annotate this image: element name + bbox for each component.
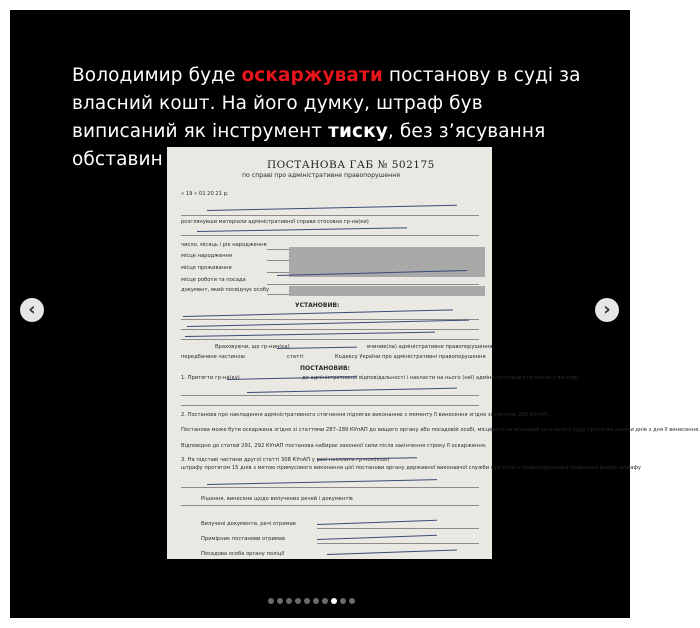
carousel-dot[interactable] (313, 598, 319, 604)
handwriting-stroke (277, 347, 357, 349)
chevron-right-icon: › (603, 299, 611, 320)
handwriting-stroke (183, 309, 453, 317)
carousel-dot[interactable] (322, 598, 328, 604)
caption-part-2: постанову в суді за власний кошт. На його думку, штраф був виписаний як інструмент (72, 65, 581, 142)
document-subtitle: по справі про адміністративне правопорушення (242, 172, 400, 179)
document-date: « 19 » 01 20 21 р. (181, 191, 229, 197)
carousel-prev-button[interactable] (20, 298, 44, 322)
label-decision: Рішення, винесене щодо вилучених речей і документів (201, 496, 353, 502)
label-received: Примірник постанови отримав (201, 536, 286, 542)
label-code: Кодексу України про адміністративні правопорушення (335, 354, 486, 360)
redaction-block (289, 286, 485, 296)
item-2: 2. Постанова про накладення адміністративного стягнення підлягає виконанню з моменту її винесення згідно зі статтею 299 КУпАП. (181, 412, 549, 418)
carousel-dot[interactable] (295, 598, 301, 604)
carousel-dot[interactable] (331, 598, 337, 604)
handwriting-stroke (187, 320, 469, 327)
handwriting-stroke (247, 388, 457, 393)
label-article: статті (287, 354, 304, 360)
document-photo (167, 147, 700, 559)
label-id-doc: документ, який посвідчує особу (181, 287, 270, 293)
label-seized: Вилучені документи, речі отримав (201, 521, 296, 527)
post-slide (10, 10, 700, 618)
label-birthplace: місце народження (181, 253, 232, 259)
carousel-dot[interactable] (304, 598, 310, 604)
label-official: Посадова особа органу поліції (201, 551, 285, 557)
handwriting-stroke (185, 332, 435, 337)
chevron-left-icon: ‹ (28, 299, 36, 320)
item-3-text: штрафу протягом 15 днів з метою примусового виконання цієї постанови органу державної виконавчої служби стягнути з правопорушника подвійний розмір штрафу (181, 465, 641, 471)
label-violation: вчинив(ла) адміністративне правопорушення, (367, 344, 495, 350)
carousel-next-button[interactable] (595, 298, 619, 322)
document-title: ПОСТАНОВА ГАБ № 502175 (267, 159, 435, 171)
label-reviewed: розглянувши матеріали адміністративної справи стосовно гр-на(ки) (181, 219, 369, 225)
item-1: 1. Притягти гр-на(ку) (181, 375, 240, 381)
carousel-dot[interactable] (349, 598, 355, 604)
label-birth: число, місяць і рік народження (181, 242, 267, 248)
label-work: місце роботи та посада (181, 277, 246, 283)
caption-bold: тиску (328, 121, 388, 142)
carousel-dot[interactable] (340, 598, 346, 604)
handwriting-stroke (207, 479, 437, 485)
handwriting-stroke (207, 205, 457, 211)
item-1-text: до адміністративної відповідальності і накласти на нього (неї) адміністративне стягнення у вигляді (302, 375, 579, 381)
heading-established: УСТАНОВИВ: (295, 302, 340, 309)
carousel-dot[interactable] (268, 598, 274, 604)
carousel-dot[interactable] (277, 598, 283, 604)
label-responsibility: Враховуючи, що гр-нин(ка) (215, 344, 290, 350)
carousel-dot[interactable] (286, 598, 292, 604)
label-part: передбачене частиною (181, 354, 245, 360)
caption-part-1: Володимир буде (72, 65, 242, 86)
item-3: 3. На підставі частини другої статті 308 КУпАП у разі несплати гр-ном(кою) (181, 457, 390, 463)
handwriting-stroke (317, 520, 437, 525)
caption-highlight: оскаржувати (241, 65, 383, 86)
carousel-pagination (268, 598, 355, 604)
heading-resolved: ПОСТАНОВИВ: (300, 365, 350, 372)
caption-part-3: , без з’ясування обставин (72, 121, 546, 170)
label-residence: місце проживання (181, 265, 232, 271)
item-2-legal-force: Відповідно до статей 291, 292 КУпАП постанова набирає законної сили після закінчення строку її оскарження. (181, 443, 487, 449)
item-2-appeal: Постанова може бути оскаржена згідно зі статтями 287–289 КУпАП до вищого органу або посадовій особі, місцевого чи місцевий загального суду протягом десяти днів з дня її винесення. (181, 427, 700, 433)
handwriting-stroke (327, 549, 457, 555)
handwriting-stroke (317, 535, 437, 540)
handwriting-stroke (197, 227, 407, 232)
